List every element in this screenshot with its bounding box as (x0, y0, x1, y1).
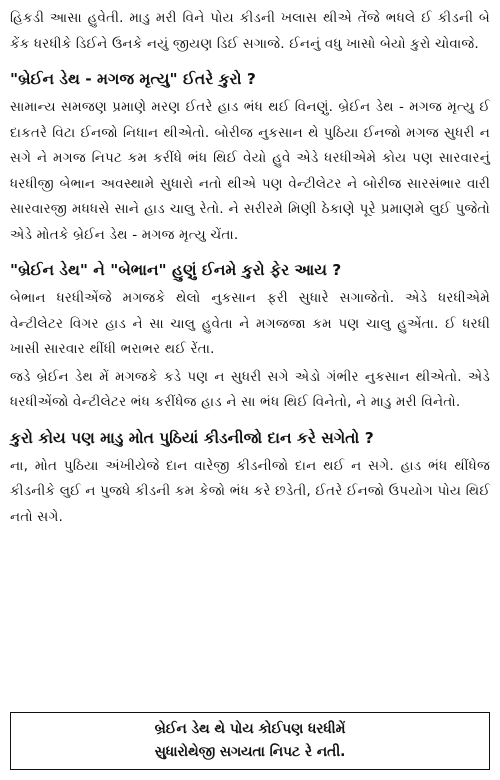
difference-paragraph-2: જડે બ્રેઈન ડેથ મેં મગજકે કડે પણ ન સુધરી સગે એડો ગંભીર નુકસાન થીએતો. એડે ધરધીએંજો વેન્ટીલેટર ભંધ કરીંધેજ હાડ ને સા ભંધ થિઈ વિનેતો, ને માડુ મરી વિનેતો. (10, 368, 490, 410)
difference-heading: "બ્રેઈન ડેથ" ને "બેભાન" હુણું ઈનમે કુરો ફેર આય ? (10, 261, 342, 279)
donation-heading: કુરો કોય પણ માડુ મોત પુઠિયાં કીડનીજો દાન કરે સગેતો ? (10, 428, 374, 447)
intro-paragraph: હિકડી આસા હુવેતી. માડુ મરી વિને પોય કીડની ખલાસ થીએ તેંજે ભધલે ઈ કીડની બે કેંક ધરધીકે ડિઈને ઉનકે નયું જીયણ ડિઈ સગાજે. ઈનનું વધુ ખાસો બેયો કુરો ચોવાજે. (10, 10, 490, 52)
callout-line-1: બ્રેઈન ડેથ થે પોય કોઈપણ ધરધીમેં (154, 721, 346, 737)
difference-paragraph-1: બેભાન ધરધીએંજે મગજકે થેલો નુકસાન ફરી સુધારે સગાજેતો. એડે ધરધીએમે વેન્ટીલેટર વિગર હાડ ને સા ચાલુ હુવેતા ને મગજજા કમ પણ ચાલુ હુએંતા. ઈ ધરધી ખાસી સારવાર થીંધી ભરાભર થઈ રેંતા. (10, 290, 490, 357)
callout-box (10, 712, 490, 770)
brain-death-heading: "બ્રેઈન ડેથ - મગજ મૃત્યુ" ઈતરે કુરો ? (10, 70, 256, 88)
brain-death-paragraph: સામાન્ય સમજણ પ્રમાણે મરણ ઈતરે હાડ ભંધ થઈ વિનણું. બ્રેઈન ડેથ - મગજ મૃત્યુ ઈ દાકતરે વિટા ઈનજો નિધાન થીએતો. બોરીજ નુકસાન થે પુઠિયા ઈનજો મગજ સુધરી ન સગે ને મગજ નિપટ કમ કરીંધે ભંધ થિઈ વેયો હુવે એડે ધરધીએમે કોય પણ સારવારનું ધરધીજી બેભાન અવસ્થામે સુધારો નતો થીએ પણ વેન્ટીલેટર ને બોરીજ સારસંભાર વારી સારવારજી મધધસે સાને હાડ ચાલુ રેતો. ને સરીરમે મિણી ઠેકાણે પૂરે પ્રમાણમે લુઈ પુજેતો એડે મોતકે બ્રેઈન ડેથ - મગજ મૃત્યુ ચેંતા. (10, 99, 490, 243)
callout-line-2: સુધારોથેજી સગયતા નિપટ રે નતી. (154, 744, 346, 760)
donation-paragraph: ના, મોત પુઠિયા અંખીયેજે દાન વારેજી કીડનીજો દાન થઈ ન સગે. હાડ ભંધ થીંધેજ કીડનીકે લુઈ ન પુજધે કીડની કમ કેજો ભંધ કરે છડેતી, ઈતરે ઈનજો ઉપયોગ પોય થિઈ નતો સગે. (10, 457, 490, 525)
